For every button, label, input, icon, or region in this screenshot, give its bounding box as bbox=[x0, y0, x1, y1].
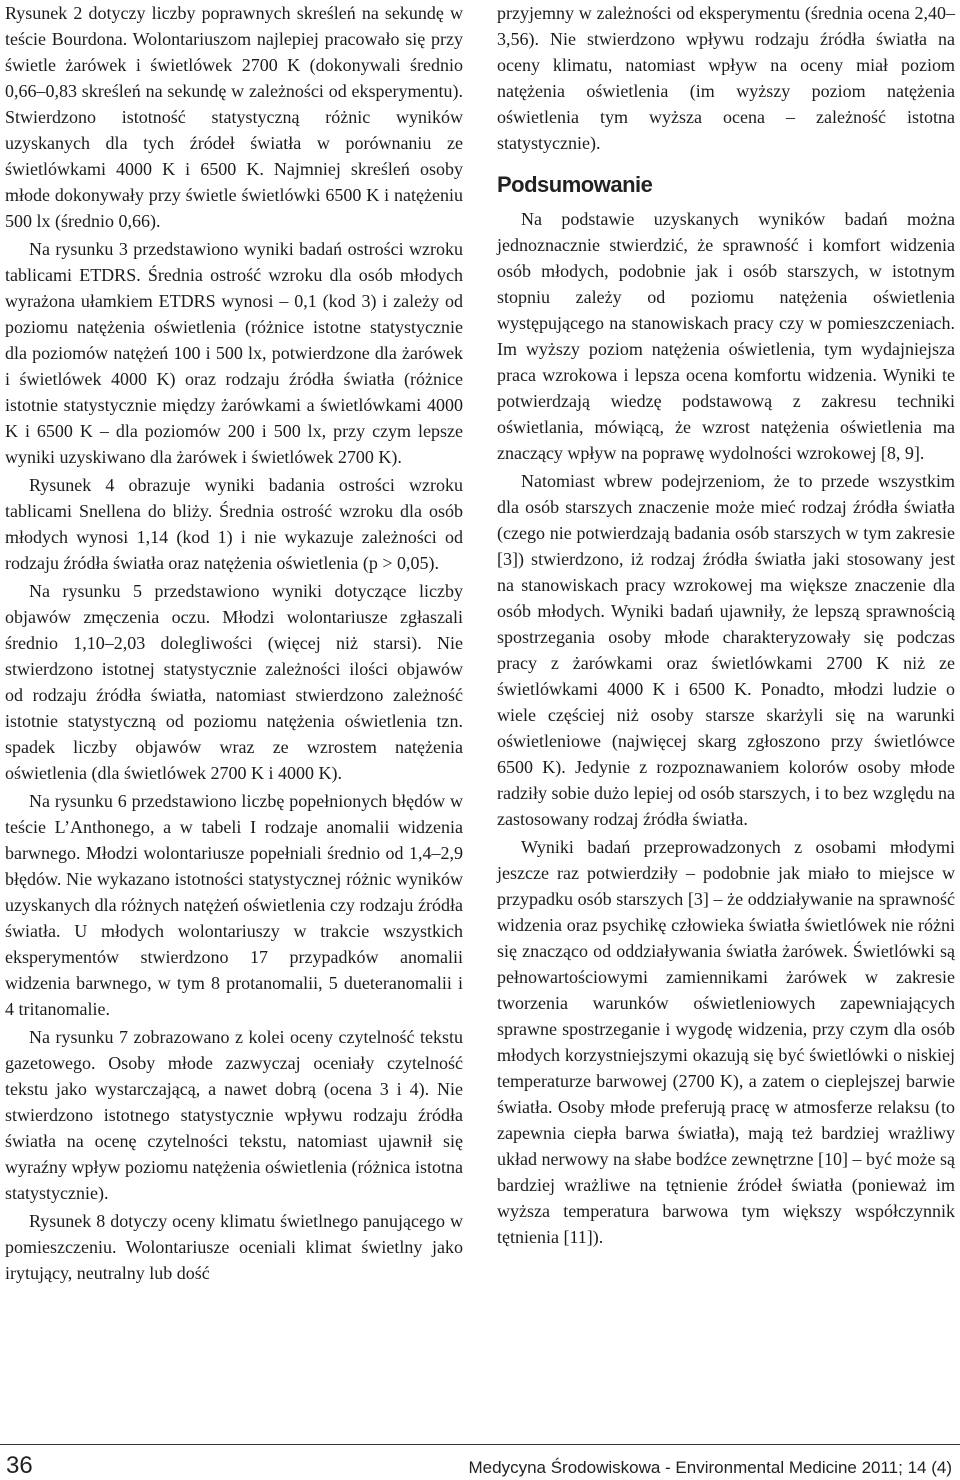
section-heading: Podsumowanie bbox=[497, 172, 653, 197]
right-column bbox=[497, 0, 955, 1250]
body-paragraph: Rysunek 4 obrazuje wyniki badania ostrości wzroku tablicami Snellena do bliży. Średnia ostrość wzroku dla osób młodych wynosi 1,14 (kod 1) i nie wykazuje zależności od rodzaju źródła światła oraz natężenia oświetlenia (p > 0,05). bbox=[5, 475, 463, 573]
journal-citation: Medycyna Środowiskowa - Environmental Medicine 2011; 14 (4) bbox=[468, 1458, 952, 1477]
left-column bbox=[5, 0, 463, 1286]
footer-rule bbox=[0, 1444, 960, 1445]
body-paragraph: Na rysunku 5 przedstawiono wyniki dotyczące liczby objawów zmęczenia oczu. Młodzi wolontariusze zgłaszali średnio 1,10–2,03 dolegliwości (więcej niż starsi). Nie stwierdzono istotnej statystycznie zależności ilości objawów od rodzaju źródła światła, natomiast stwierdzono zależność istotnie statystyczną od poziomu natężenia oświetlenia tzn. spadek liczby objawów wraz ze wzrostem natężenia oświetlenia (dla świetlówek 2700 K i 4000 K). bbox=[5, 581, 463, 783]
page-footer bbox=[0, 1444, 960, 1480]
body-paragraph: Rysunek 2 dotyczy liczby poprawnych skreśleń na sekundę w teście Bourdona. Wolontariuszom najlepiej pracowało się przy świetle żarówek i świetlówek 2700 K (dokonywali średnio 0,66–0,83 skreśleń na sekundę w zależności od eksperymentu). Stwierdzono istotność statystyczną różnic wyników uzyskanych dla tych źródeł światła w porównaniu ze świetlówkami 4000 K i 6500 K. Najmniej skreśleń osoby młode dokonywały przy świetle świetlówki 6500 K i natężeniu 500 lx (średnio 0,66). bbox=[5, 3, 463, 231]
body-paragraph: Na rysunku 7 zobrazowano z kolei oceny czytelność tekstu gazetowego. Osoby młode zazwyczaj oceniały czytelność tekstu jako wystarczającą, a nawet dobrą (ocena 3 i 4). Nie stwierdzono istotnego statystycznie wpływu rodzaju źródła światła na ocenę czytelności tekstu, natomiast ujawnił się wyraźny wpływ poziomu natężenia oświetlenia (różnica istotna statystycznie). bbox=[5, 1027, 463, 1203]
body-paragraph: Na podstawie uzyskanych wyników badań można jednoznacznie stwierdzić, że sprawność i komfort widzenia osób młodych, podobnie jak i osób starszych, w istotnym stopniu zależy od poziomu natężenia oświetlenia występującego na stanowiskach pracy czy w pomieszczeniach. Im wyższy poziom natężenia oświetlenia, tym wydajniejsza praca wzrokowa i lepsza ocena komfortu widzenia. Wyniki te potwierdzają wiedzę podstawową z zakresu techniki oświetlania, mówiącą, że wzrost natężenia oświetlenia ma znaczący wpływ na poprawę wydolności wzrokowej [8, 9]. bbox=[497, 209, 955, 463]
body-paragraph: Rysunek 8 dotyczy oceny klimatu świetlnego panującego w pomieszczeniu. Wolontariusze oceniali klimat świetlny jako irytujący, neutralny lub dość bbox=[5, 1211, 463, 1283]
continued-paragraph: przyjemny w zależności od eksperymentu (średnia ocena 2,40–3,56). Nie stwierdzono wpływu rodzaju źródła światła na oceny klimatu, natomiast wpływ na oceny miał poziom natężenia oświetlenia (im wyższy poziom natężenia oświetlenia tym wyższa ocena – zależność istotna statystycznie). bbox=[497, 3, 955, 153]
body-paragraph: Natomiast wbrew podejrzeniom, że to przede wszystkim dla osób starszych znaczenie może mieć rodzaj źródła światła (czego nie potwierdzają badania osób starszych w tym zakresie [3]) stwierdzono, iż rodzaj źródła światła jaki stosowany jest na stanowiskach pracy wzrokowej ma większe znaczenie dla osób młodych. Wyniki badań ujawniły, że lepszą sprawnością spostrzegania osoby młode charakteryzowały się podczas pracy z żarówkami oraz świetlówkami 2700 K niż ze świetlówkami 4000 K i 6500 K. Ponadto, młodzi ludzie o wiele częściej niż osoby starsze skarżyli się na warunki oświetleniowe (najwięcej skarg zgłoszono przy świetlówce 6500 K). Jedynie z rozpoznawaniem kolorów osoby młode radziły sobie dużo lepiej od osób starszych, i to bez względu na zastosowany rodzaj źródła światła. bbox=[497, 471, 955, 829]
body-paragraph: Na rysunku 3 przedstawiono wyniki badań ostrości wzroku tablicami ETDRS. Średnia ostrość wzroku dla osób młodych wyrażona ułamkiem ETDRS wynosi – 0,1 (kod 3) i zależy od poziomu natężenia oświetlenia (różnice istotne statystycznie dla poziomów natężeń 100 i 500 lx, potwierdzone dla żarówek i świetlówek 4000 K) oraz rodzaju źródła światła (różnice istotnie statystycznie między żarówkami a świetlówkami 4000 K i 6500 K – dla poziomów 200 i 500 lx, przy czym lepsze wyniki uzyskiwano dla żarówek i świetlówek 2700 K). bbox=[5, 239, 463, 467]
body-paragraph: Wyniki badań przeprowadzonych z osobami młodymi jeszcze raz potwierdziły – podobnie jak miało to miejsce w przypadku osób starszych [3] – że oddziaływanie na sprawność widzenia oraz psychikę człowieka światła świetlówek nie różni się znacząco od oddziaływania światła żarówek. Świetlówki są pełnowartościowymi zamiennikami żarówek w zakresie tworzenia warunków oświetleniowych zapewniających sprawne spostrzeganie i wygodę widzenia, przy czym dla osób młodych korzystniejszymi okazują się być świetlówki o niskiej temperaturze barwowej (2700 K), a zatem o cieplejszej barwie światła. Osoby młode preferują pracę w atmosferze relaksu (to zapewnia ciepła barwa światła), mają też bardziej wrażliwy układ nerwowy na słabe bodźce zewnętrzne [10] – być może są bardziej wrażliwe na tętnienie źródeł światła (ponieważ im wyższa temperatura barwowa tym większy współczynnik tętnienia [11]). bbox=[497, 837, 955, 1247]
page-number: 36 bbox=[6, 1452, 33, 1479]
body-paragraph: Na rysunku 6 przedstawiono liczbę popełnionych błędów w teście L’Anthonego, a w tabeli I rodzaje anomalii widzenia barwnego. Młodzi wolontariusze popełniali średnio od 1,4–2,9 błędów. Nie wykazano istotności statystycznej różnic wyników uzyskanych dla różnych natężeń oświetlenia czy rodzaju źródła światła. U młodych wolontariuszy w trakcie wszystkich eksperymentów stwierdzono 17 przypadków anomalii widzenia barwnego, w tym 8 protanomalii, 5 dueteranomalii i 4 tritanomalie. bbox=[5, 791, 463, 1019]
